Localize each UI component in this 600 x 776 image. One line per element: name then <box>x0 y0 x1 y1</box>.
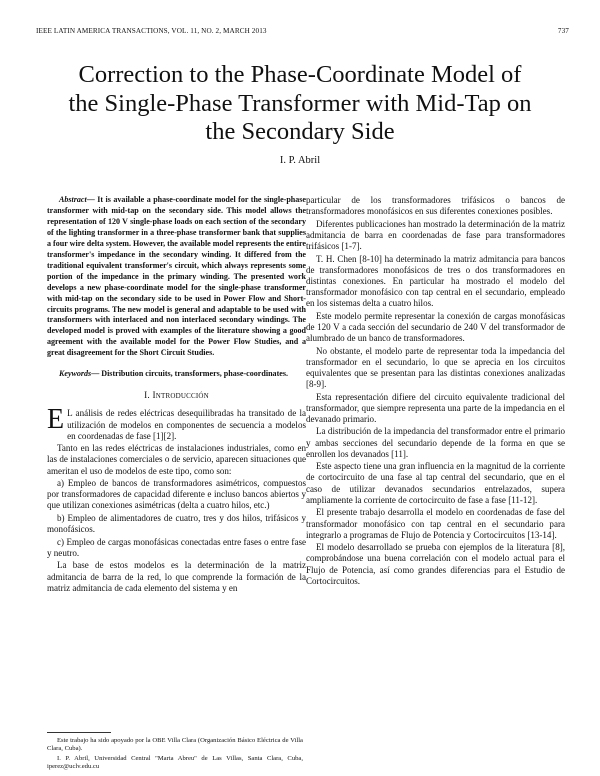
footnote-divider <box>47 732 111 733</box>
paragraph: c) Empleo de cargas monofásicas conectadas entre fases o entre fase y neutro. <box>47 536 306 558</box>
paragraph: a) Empleo de bancos de transformadores asimétricos, compuestos por transformadores de capacidad diferente e incluso bancos abiertos y que utilizan conexiones asimétricas (delta a cuatro hilos, etc.) <box>47 478 306 511</box>
paragraph: La distribución de la impedancia del transformador entre el primario y ambas secciones del secundario depende de la forma en que se enrollen los devanados [11]. <box>306 426 565 459</box>
section-number: I. <box>144 391 153 402</box>
title-line-3: the Secondary Side <box>205 118 395 145</box>
left-column <box>47 195 306 595</box>
page-number: 737 <box>557 27 569 35</box>
author-name: I. P. Abril <box>279 155 321 166</box>
paragraph: La base de estos modelos es la determinación de la matriz admitancia de barra de la red, lo que comprende la formación de la matriz admitancia de cada elemento del sistema y en <box>47 560 306 593</box>
paragraph: El modelo desarrollado se prueba con ejemplos de la literatura [8], comprobándose una buena correlación con el modelo actual para el Flujo de Potencia, así como grandes diferencias para el Estudio de Cortocircuitos. <box>306 542 565 586</box>
section-heading-introduction <box>47 391 306 402</box>
paragraph: Esta representación difiere del circuito equivalente tradicional del transformador, que siempre representa una parte de la impedancia en el devanado primario. <box>306 391 565 424</box>
keywords <box>47 369 306 380</box>
paper-title <box>40 61 560 147</box>
paragraph: El presente trabajo desarrolla el modelo en coordenadas de fase del transformador monofásico con tap central en el secundario para integrarlo a programas de Flujo de Potencia y Cortocircuitos [13-14]. <box>306 507 565 540</box>
keywords-label: Keywords <box>59 369 92 379</box>
paragraph <box>47 404 306 441</box>
keywords-text: — Distribution circuits, transformers, phase-coordinates. <box>91 369 288 379</box>
paragraph: Este modelo permite representar la conexión de cargas monofásicas de 120 V a cada sección del secundario de 240 V del transformador de alumbrado de un banco de transformadores. <box>306 310 565 344</box>
title-line-1: Correction to the Phase-Coordinate Model of <box>78 61 522 88</box>
running-header <box>36 27 569 35</box>
paragraph: Este aspecto tiene una gran influencia en la magnitud de la corriente de cortocircuito de una fase al tap central del secundario, que en el caso de utilizar devanados secundarios entrelazados, supera ampliamente la corriente de cortocircuito de fase a fase [11-12]. <box>306 461 565 505</box>
paragraph: T. H. Chen [8-10] ha determinado la matriz admitancia para bancos de transformadores monofásicos de tres o dos transformadores en distintas conexiones. En particular ha mostrado el modelo del transformador monofásico con tap central en el secundario, empleado en los sistemas delta a cuatro hilos. <box>306 253 565 309</box>
drop-cap: E <box>47 404 65 436</box>
title-line-2: the Single-Phase Transformer with Mid-Tap on <box>68 89 532 117</box>
abstract-text: It is available a phase-coordinate model for the single-phase transformer with mid-tap on the secondary side. This model allows the representation of 120 V single-phase loads on each section of the secondary of the lighting transformer in a three-phase transformer bank that supplies a four wire delta system. However, the available model represents the entire transformer's impedance in the secondary winding. It differed from the traditional equivalent transformer's circuit, which always represents some portion of the impedance in the primary winding. The presented work develops a new phase-coordinate model for the single-phase transformer with mid-tap on the secondary side to be used in Power Flow and Short-circuits programs. The new model is general and adaptable to be used with transformers with interlaced and non interlaced secondary windings. The developed model is proved with examples of the literature showing a good agreement with the available model for the Power Flow Studies, and a great disagreement for the Short Circuit Studies. <box>47 195 306 358</box>
footnotes <box>47 737 303 772</box>
paragraph: Diferentes publicaciones han mostrado la determinación de la matriz admitancia de barra en coordenadas de fase para transformadores trifásicos [1-7]. <box>306 218 565 252</box>
paragraph: No obstante, el modelo parte de representar toda la impedancia del transformador en el secundario, lo que se aprecia en los circuitos equivalentes que se presentan para las distintas conexiones analizadas [8-9]. <box>306 345 565 390</box>
paragraph: particular de los transformadores trifásicos o bancos de transformadores monofásicos en sus diferentes conexiones posibles. <box>306 195 565 217</box>
paragraph-text: L análisis de redes eléctricas desequilibradas ha transitado de la utilización de modelos en componentes de secuencia a modelos en coordenadas de fase [1][2]. <box>67 408 306 441</box>
abstract <box>47 195 306 359</box>
journal-header: IEEE LATIN AMERICA TRANSACTIONS, VOL. 11, NO. 2, MARCH 2013 <box>36 27 267 35</box>
abstract-label: Abstract— <box>59 195 95 204</box>
right-column <box>306 195 565 588</box>
paragraph: Tanto en las redes eléctricas de instalaciones industriales, como en las de instalaciones comerciales o de servicio, aparecen situaciones que ameritan el uso de modelos de este tipo, como son: <box>47 443 306 476</box>
section-title: Introducción <box>152 391 209 402</box>
footnote-funding: Este trabajo ha sido apoyado por la OBE Villa Clara (Organización Básico Eléctrica de Villa Clara, Cuba). <box>47 737 303 753</box>
paragraph: b) Empleo de alimentadores de cuatro, tres y dos hilos, trifásicos y monofásicos. <box>47 512 306 535</box>
footnote-affiliation: I. P. Abril, Universidad Central "Marta Abreu" de Las Villas, Santa Clara, Cuba, iperez@uclv.edu.cu <box>47 754 303 770</box>
